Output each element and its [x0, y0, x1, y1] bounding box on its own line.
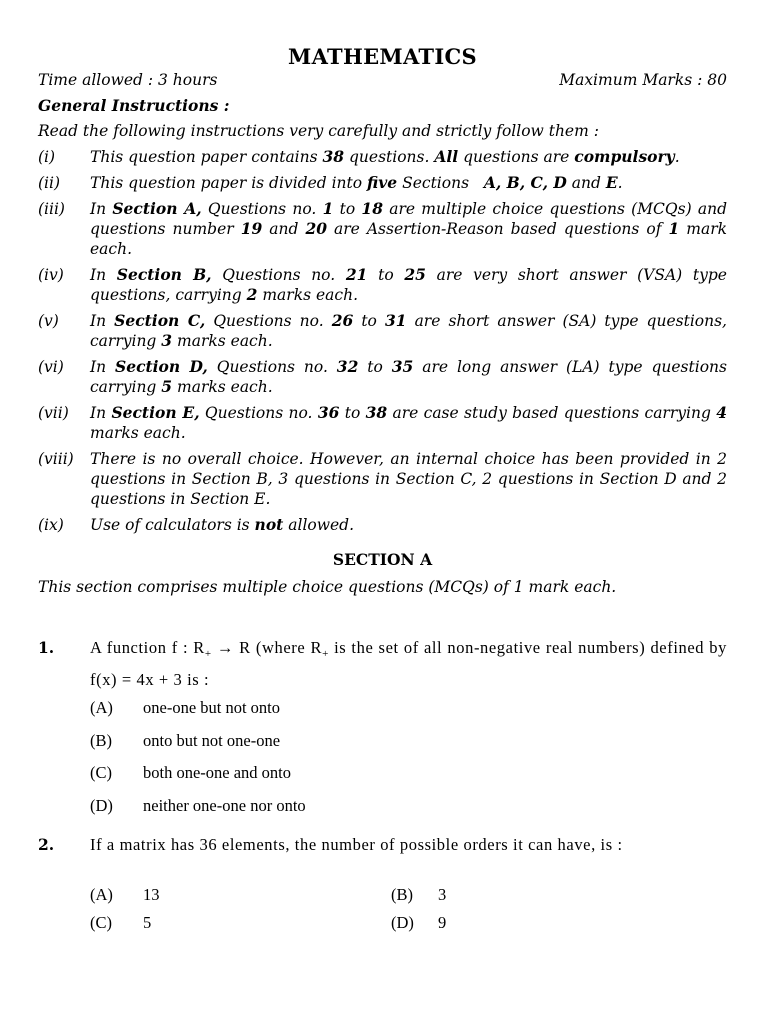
option-d[interactable]: [90, 796, 306, 816]
maximum-marks: Maximum Marks : 80: [559, 71, 727, 89]
instruction-text: This question paper contains 38 questions. All questions are compulsory.: [90, 147, 680, 166]
option-text: 5: [143, 913, 152, 932]
option-label: (A): [90, 698, 113, 717]
option-text: onto but not one-one: [143, 731, 281, 750]
option-c[interactable]: [90, 763, 291, 783]
instruction-text: In Section C, Questions no. 26 to 31 are short answer (SA) type questions, carrying 3 marks each.: [90, 311, 727, 350]
option-text: neither one-one nor onto: [143, 796, 306, 815]
instruction-item: [38, 311, 727, 351]
exam-page: [38, 0, 727, 1024]
option-label: (C): [90, 913, 112, 932]
question-1: [38, 635, 727, 693]
instruction-number: (iv): [38, 266, 64, 284]
option-c[interactable]: [90, 913, 151, 933]
instruction-item: [38, 357, 727, 397]
option-b[interactable]: [391, 885, 446, 905]
instruction-item: [38, 515, 727, 535]
instruction-item: [38, 147, 727, 167]
option-label: (A): [90, 885, 113, 904]
instruction-number: (iii): [38, 200, 65, 218]
instruction-number: (ii): [38, 174, 61, 192]
instruction-text: In Section B, Questions no. 21 to 25 are very short answer (VSA) type questions, carrying 2 marks each.: [90, 265, 727, 304]
general-instructions-heading: General Instructions :: [38, 96, 230, 115]
instruction-number: (vii): [38, 404, 69, 422]
question-2: [38, 832, 727, 858]
instruction-number: (v): [38, 312, 59, 330]
option-text: 9: [438, 913, 447, 932]
time-marks-row: [38, 71, 727, 89]
instruction-item: [38, 403, 727, 443]
question-text: A function f : $R_+ \to R$ (where $R_+$ is the set of all non-negative real numbers) defined by f(x) = 4x + 3 is :: [90, 638, 727, 689]
instruction-number: (viii): [38, 450, 74, 468]
question-text: If a matrix has 36 elements, the number of possible orders it can have, is :: [90, 835, 623, 854]
instruction-text: In Section D, Questions no. 32 to 35 are long answer (LA) type questions carrying 5 marks each.: [90, 357, 727, 396]
instruction-item: [38, 173, 727, 193]
section-a-heading: SECTION A: [332, 550, 433, 569]
paper-title: MATHEMATICS: [288, 44, 477, 69]
option-text: both one-one and onto: [143, 763, 292, 782]
instructions-intro: Read the following instructions very carefully and strictly follow them :: [38, 122, 599, 140]
option-d[interactable]: [391, 913, 446, 933]
option-a[interactable]: [90, 698, 280, 718]
instructions-list: [38, 147, 727, 541]
instruction-number: (i): [38, 148, 56, 166]
option-b[interactable]: [90, 731, 280, 751]
option-a[interactable]: [90, 885, 160, 905]
section-a-description: This section comprises multiple choice questions (MCQs) of 1 mark each.: [38, 578, 617, 596]
option-text: 3: [438, 885, 447, 904]
option-label: (B): [90, 731, 112, 750]
time-allowed: Time allowed : 3 hours: [38, 71, 218, 89]
instruction-item: [38, 449, 727, 509]
option-label: (D): [391, 913, 414, 932]
question-number: 1.: [38, 638, 55, 657]
option-label: (B): [391, 885, 413, 904]
option-text: one-one but not onto: [143, 698, 281, 717]
instruction-text: There is no overall choice. However, an internal choice has been provided in 2 questions in Section B, 3 questions in Section C, 2 questions in Section D and 2 questions in Section E.: [90, 450, 727, 508]
option-label: (D): [90, 796, 113, 815]
option-text: 13: [143, 885, 160, 904]
option-label: (C): [90, 763, 112, 782]
instruction-number: (vi): [38, 358, 64, 376]
instruction-text: In Section E, Questions no. 36 to 38 are case study based questions carrying 4 marks each.: [90, 403, 727, 442]
question-number: 2.: [38, 835, 55, 854]
instruction-item: [38, 199, 727, 259]
instruction-item: [38, 265, 727, 305]
instruction-text: Use of calculators is not allowed.: [90, 515, 355, 534]
instruction-number: (ix): [38, 516, 64, 534]
instruction-text: In Section A, Questions no. 1 to 18 are multiple choice questions (MCQs) and questions number 19 and 20 are Assertion-Reason based questions of 1 mark each.: [90, 199, 728, 258]
instruction-text: This question paper is divided into five Sections A, B, C, D and E.: [90, 173, 623, 192]
